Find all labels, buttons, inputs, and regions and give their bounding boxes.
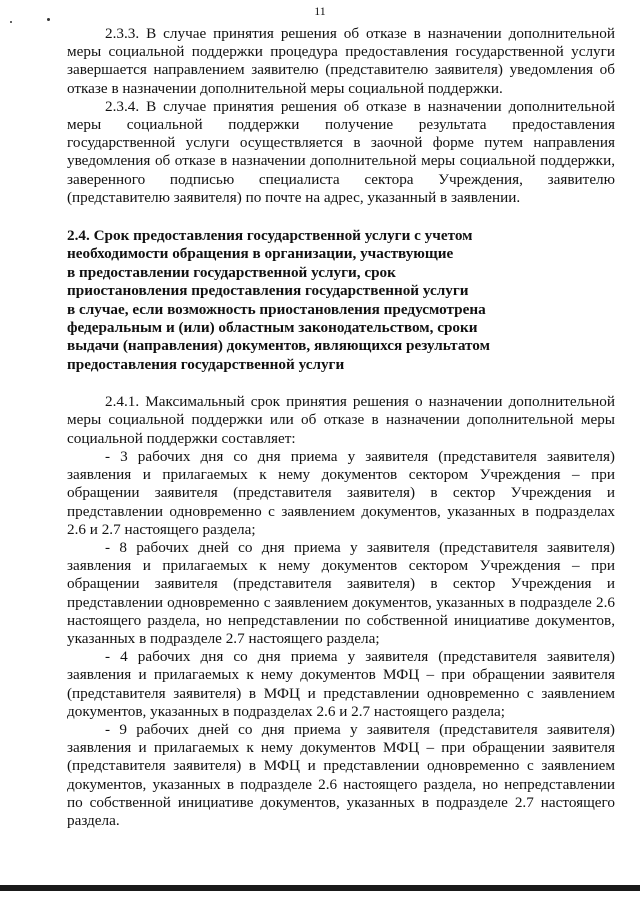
heading-line: в предоставлении государственной услуги, срок (67, 263, 396, 281)
scan-speck (10, 21, 12, 23)
section-heading-2-4 (67, 227, 615, 374)
paragraph-2-3-4: 2.3.4. В случае принятия решения об отказе в назначении дополнительной меры социальной поддержки получение результата предоставления государственной услуги осуществляется в заочной форме путем направления уведомления об отказе в назначении дополнительной меры социальной поддержки, заверенного подписью специалиста сектора Учреждения, заявителю (представителю заявителя) по почте на адрес, указанный в заявлении. (67, 97, 615, 206)
heading-line: приостановления предоставления государственной услуги (67, 282, 469, 300)
heading-line: необходимости обращения в организации, участвующие (67, 245, 454, 263)
paragraph-2-4-1: 2.4.1. Максимальный срок принятия решения о назначении дополнительной меры социальной поддержки или об отказе в назначении дополнительной меры социальной поддержки составляет: (67, 393, 615, 447)
heading-line: в случае, если возможность приостановления предусмотрена (67, 300, 486, 318)
scan-bottom-edge (0, 885, 640, 891)
list-item-8-days: - 8 рабочих дней со дня приема у заявителя (представителя заявителя) заявления и прилагаемых к нему документов сектором Учреждения – при обращении заявителя (представителя заявителя) в сектор Учреждения и представлении одновременно с заявлением документов, указанных в подразделе 2.6 настоящего раздела, но непредставлении по собственной инициативе документов, указанных в подразделе 2.7 настоящего раздела; (67, 538, 615, 647)
heading-line: 2.4. Срок предоставления государственной услуги с учетом (67, 227, 473, 245)
list-item-9-days: - 9 рабочих дней со дня приема у заявителя (представителя заявителя) заявления и прилагаемых к нему документов МФЦ – при обращении заявителя (представителя заявителя) в МФЦ и представлении одновременно с заявлением документов, указанных в подразделе 2.6 настоящего раздела, но непредставлении по собственной инициативе документов, указанных в подразделе 2.7 настоящего раздела. (67, 720, 615, 829)
paragraph-2-3-3: 2.3.3. В случае принятия решения об отказе в назначении дополнительной меры социальной поддержки процедура предоставления государственной услуги завершается направлением заявителю (представителю заявителя) уведомления об отказе в назначении дополнительной меры социальной поддержки. (67, 25, 615, 97)
page-number: 11 (314, 4, 326, 18)
heading-line: предоставления государственной услуги (67, 355, 345, 373)
list-item-4-days: - 4 рабочих дня со дня приема у заявителя (представителя заявителя) заявления и прилагаемых к нему документов МФЦ – при обращении заявителя (представителя заявителя) в МФЦ и представлении одновременно с заявлением документов, указанных в подразделах 2.6 и 2.7 настоящего раздела; (67, 648, 615, 720)
heading-line: федеральным и (или) областным законодательством, сроки (67, 319, 478, 337)
document-body (67, 25, 615, 830)
list-item-3-days: - 3 рабочих дня со дня приема у заявителя (представителя заявителя) заявления и прилагаемых к нему документов сектором Учреждения – при обращении заявителя (представителя заявителя) в сектор Учреждения и представлении одновременно с заявлением документов, указанных в подразделах 2.6 и 2.7 настоящего раздела; (67, 447, 615, 538)
heading-line: выдачи (направления) документов, являющихся результатом (67, 337, 490, 355)
